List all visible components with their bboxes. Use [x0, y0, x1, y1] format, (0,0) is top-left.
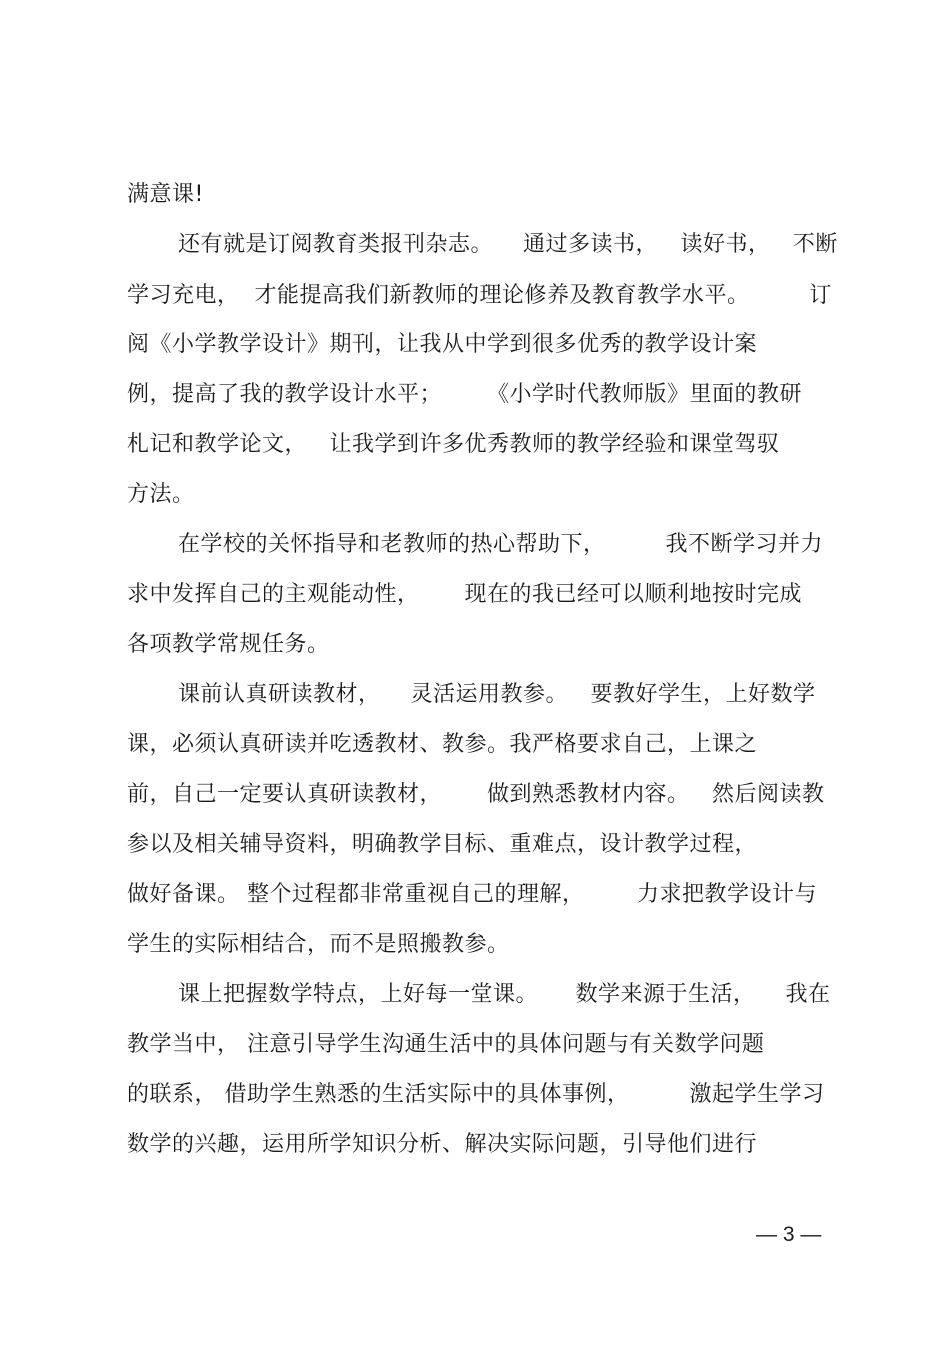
text-line: 教学当中， 注意引导学生沟通生活中的具体问题与有关数学问题 [127, 1032, 765, 1057]
text-line: 札记和教学论文， 让我学到许多优秀教师的教学经验和课堂驾驭 [127, 432, 780, 457]
text-line: 做好备课。 整个过程都非常重视自己的理解， 力求把教学设计与 [127, 882, 817, 907]
text-line: 的联系， 借助学生熟悉的生活实际中的具体事例， 激起学生学习 [127, 1082, 825, 1107]
paragraph-first-line: 还有就是订阅教育类报刊杂志。 通过多读书， 读好书， 不断 [178, 232, 838, 257]
text-line: 满意课! [127, 182, 204, 207]
text-line: 学习充电， 才能提高我们新教师的理论修养及教育教学水平。 订 [127, 283, 832, 308]
text-line: 各项教学常规任务。 [127, 632, 330, 657]
paragraph-first-line: 课前认真研读教材， 灵活运用教参。 要教好学生，上好数学 [178, 682, 816, 707]
paragraph-first-line: 课上把握数学特点，上好每一堂课。 数学来源于生活， 我在 [178, 982, 831, 1007]
text-line: 例，提高了我的教学设计水平； 《小学时代教师版》里面的教研 [127, 382, 802, 407]
text-line: 学生的实际相结合，而不是照搬教参。 [127, 932, 510, 957]
paragraph-first-line: 在学校的关怀指导和老教师的热心帮助下， 我不断学习并力 [178, 532, 823, 557]
page-number: — 3 — [756, 1223, 822, 1246]
text-line: 前，自己一定要认真研读教材， 做到熟悉教材内容。 然后阅读教 [127, 782, 825, 807]
text-line: 课，必须认真研读并吃透教材、教参。我严格要求自己，上课之 [127, 732, 758, 757]
text-line: 求中发挥自己的主观能动性， 现在的我已经可以顺利地按时完成 [127, 582, 802, 607]
text-line: 数学的兴趣，运用所学知识分析、解决实际问题，引导他们进行 [127, 1132, 758, 1157]
text-line: 方法。 [127, 482, 195, 507]
text-line: 参以及相关辅导资料，明确教学目标、重难点，设计教学过程， [127, 832, 758, 857]
text-line: 阅《小学教学设计》期刊，让我从中学到很多优秀的教学设计案 [127, 332, 758, 357]
